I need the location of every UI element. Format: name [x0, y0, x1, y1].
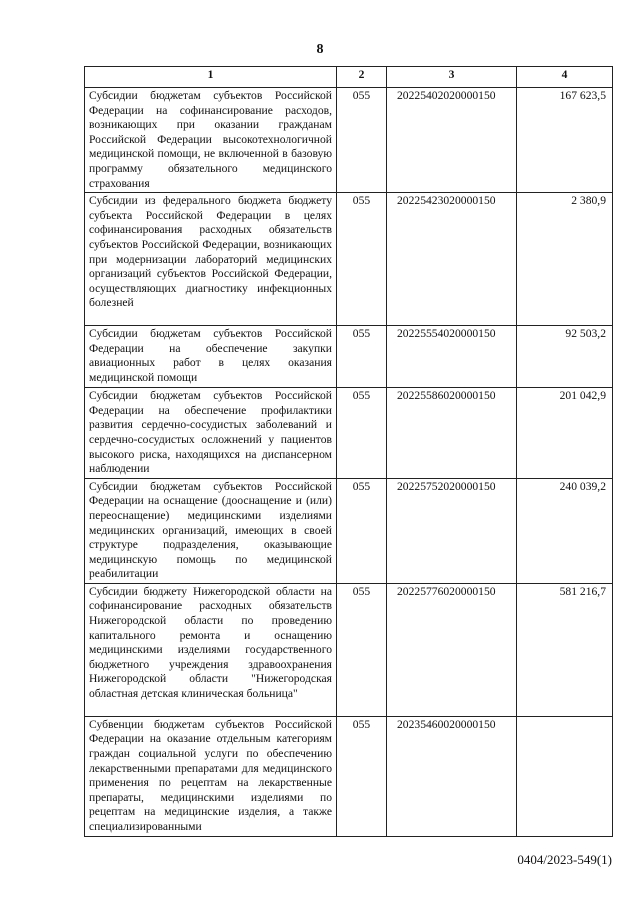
column-header: 4 [517, 67, 613, 88]
column-header: 3 [387, 67, 517, 88]
row-name-cell: Субсидии бюджетам субъектов Российской Федерации на оснащение (дооснащение и (или) переоснащение) медицинскими изделиями медицинских организаций, имеющих в своей структуре подразделения, оказывающие медицинскую помощь по медицинской реабилитации [85, 478, 337, 583]
admin-code-cell: 055 [337, 478, 387, 583]
column-header: 1 [85, 67, 337, 88]
amount-cell: 92 503,2 [517, 326, 613, 388]
amount-cell: 2 380,9 [517, 193, 613, 326]
table-header-row [85, 67, 613, 88]
kbk-cell: 20225776020000150 [387, 583, 517, 716]
admin-code-cell: 055 [337, 193, 387, 326]
kbk-cell: 20225586020000150 [387, 388, 517, 479]
table-row [85, 326, 613, 388]
admin-code-cell: 055 [337, 716, 387, 836]
amount-cell: 240 039,2 [517, 478, 613, 583]
admin-code-cell: 055 [337, 388, 387, 479]
kbk-cell: 20225752020000150 [387, 478, 517, 583]
kbk-cell: 20225423020000150 [387, 193, 517, 326]
table-row [85, 193, 613, 326]
table-row [85, 388, 613, 479]
row-name-cell: Субсидии бюджетам субъектов Российской Федерации на обеспечение закупки авиационных работ в целях оказания медицинской помощи [85, 326, 337, 388]
row-name-cell: Субвенции бюджетам субъектов Российской Федерации на оказание отдельным категориям граждан социальной услуги по обеспечению лекарственными препаратами для медицинского применения по рецептам на лекарственные препараты, медицинскими изделиями по рецептам на медицинские изделия, а также специализированными [85, 716, 337, 836]
table-row [85, 716, 613, 836]
amount-cell: 201 042,9 [517, 388, 613, 479]
row-name-cell: Субсидии из федерального бюджета бюджету субъекта Российской Федерации в целях софинансирования расходных обязательств субъектов Российской Федерации, возникающих при модернизации лабораторий медицинских организаций субъектов Российской Федерации, осуществляющих диагностику инфекционных болезней [85, 193, 337, 326]
table-row [85, 583, 613, 716]
row-name-cell: Субсидии бюджету Нижегородской области на софинансирование расходных обязательств Нижегородской области по проведению капитального ремонта и оснащению медицинскими изделиями государственного бюджетного учреждения здравоохранения Нижегородской области "Нижегородская областная детская клиническая больница" [85, 583, 337, 716]
admin-code-cell: 055 [337, 326, 387, 388]
row-name-cell: Субсидии бюджетам субъектов Российской Федерации на софинансирование расходов, возникающих при оказании гражданам Российской Федерации высокотехнологичной медицинской помощи, не включенной в базовую программу обязательного медицинского страхования [85, 88, 337, 193]
kbk-cell: 20235460020000150 [387, 716, 517, 836]
table-row [85, 88, 613, 193]
admin-code-cell: 055 [337, 88, 387, 193]
kbk-cell: 20225402020000150 [387, 88, 517, 193]
row-name-cell: Субсидии бюджетам субъектов Российской Федерации на обеспечение профилактики развития сердечно-сосудистых заболеваний и сердечно-сосудистых осложнений у пациентов высокого риска, находящихся на диспансерном наблюдении [85, 388, 337, 479]
page-number: 8 [316, 42, 324, 57]
table-row [85, 478, 613, 583]
admin-code-cell: 055 [337, 583, 387, 716]
amount-cell: 581 216,7 [517, 583, 613, 716]
document-code: 0404/2023-549(1) [517, 852, 612, 867]
amount-cell [517, 716, 613, 836]
column-header: 2 [337, 67, 387, 88]
budget-table [84, 66, 613, 837]
amount-cell: 167 623,5 [517, 88, 613, 193]
kbk-cell: 20225554020000150 [387, 326, 517, 388]
